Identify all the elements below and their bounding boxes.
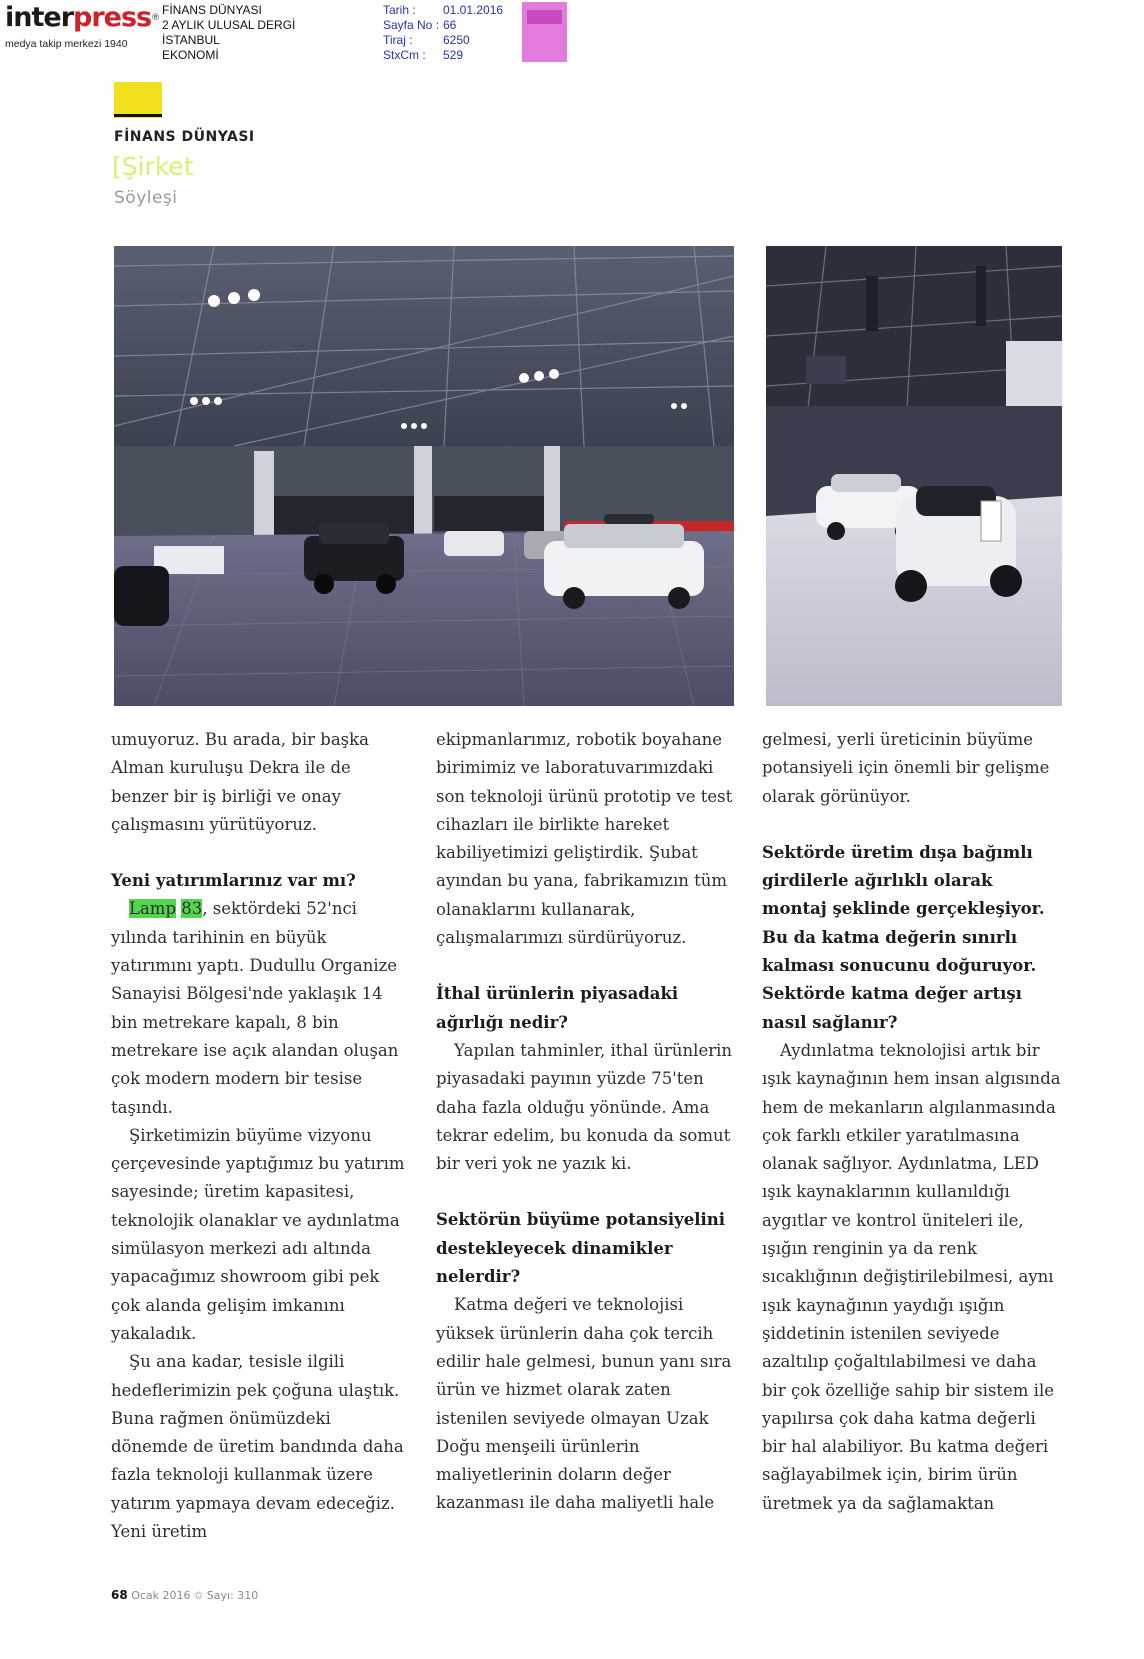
- logo-subtitle: medya takip merkezi 1940: [5, 38, 128, 50]
- highlighted-term: 83: [181, 899, 203, 919]
- article-column-1: [111, 726, 411, 1546]
- publication-frequency: 2 AYLIK ULUSAL DERGİ: [162, 18, 296, 32]
- paragraph: Şu ana kadar, tesisle ilgili hedeflerimizin pek çoğuna ulaştık. Buna rağmen önümüzdeki dönemde de üretim bandında daha fazla teknoloji kullanmak üzere yatırım yapmaya devam edeceğiz. Yeni üretim: [111, 1352, 404, 1542]
- paragraph: Şirketimizin büyüme vizyonu çerçevesinde yaptığımız bu yatırım sayesinde; üretim kapasitesi, teknolojik olanaklar ve aydınlatma simülasyon merkezi adı altında yapacağımız showroom gibi pek çok alanda gelişim imkanını yakaladık.: [111, 1125, 405, 1343]
- publication-info: [162, 3, 295, 63]
- section-name: FİNANS DÜNYASI: [114, 129, 255, 145]
- paragraph: Katma değeri ve teknolojisi yüksek ürünlerin daha çok tercih edilir hale gelmesi, bunun yanı sıra ürün ve hizmet olarak zaten istenilen seviyede olmayan Uzak Doğu menşeili ürünlerin maliyetlerinin doların değer kazanması ile daha maliyetli hale: [436, 1295, 732, 1513]
- question-heading: Sektörün büyüme potansiyelini destekleyecek dinamikler nelerdir?: [436, 1210, 726, 1287]
- question-heading: Sektörde üretim dışa bağımlı girdilerle ağırlıklı olarak montaj şeklinde gerçekleşiyor. Bu da katma değerin sınırlı kalması sonucunu doğuruyor. Sektörde katma değer artışı nasıl sağlanır?: [762, 842, 1045, 1032]
- logo-wordmark: interpress®: [5, 2, 160, 33]
- section-rule: [114, 114, 162, 117]
- showroom-photo-wide: [114, 246, 734, 706]
- publication-category: EKONOMİ: [162, 48, 219, 62]
- article-column-3: [762, 726, 1062, 1518]
- stamp-inner: [527, 10, 562, 24]
- meta-row-page: Sayfa No : 66: [383, 18, 457, 32]
- clipping-meta: [383, 3, 503, 63]
- paragraph: Aydınlatma teknolojisi artık bir ışık kaynağının hem insan algısında hem de mekanların algılanmasında çok farklı etkiler yaratılmasına olanak sağlıyor. Aydınlatma, LED ışık kaynaklarının kullanıldığı aygıtlar ve kontrol üniteleri ile, ışığın renginin ya da renk sıcaklığının değiştirilebilmesi, aynı ışık kaynağının yaydığı ışığın şiddetinin istenilen seviyede azaltılıp çoğaltılabilmesi ve daha bir çok özelliğe sahip bir sistem ile yapılırsa çok daha katma değerli bir hal alabiliyor. Bu katma değeri sağlayabilmek için, birim ürün üretmek ya da sağlamaktan: [762, 1040, 1061, 1513]
- question-heading: İthal ürünlerin piyasadaki ağırlığı nedir?: [436, 984, 679, 1032]
- paragraph: gelmesi, yerli üreticinin büyüme potansiyeli için önemli bir gelişme olarak görünüyor.: [762, 730, 1050, 806]
- paragraph: ekipmanlarımız, robotik boyahane birimimiz ve laboratuvarımızdaki son teknoloji ürünü prototip ve test cihazları ile birlikte hareket kabiliyetimizi geliştirdik. Şubat ayından bu yana, fabrikamızın tüm olanaklarını kullanarak, çalışmalarımızı sürdürüyoruz.: [436, 730, 733, 948]
- page-footer: [111, 1588, 258, 1602]
- interpress-logo: [5, 2, 160, 50]
- section-type: Söyleşi: [114, 188, 178, 208]
- paragraph: Yapılan tahminler, ithal ürünlerin piyasadaki payının yüzde 75'ten daha fazla olduğu yönünde. Ama tekrar edelim, bu konuda da somut bir veri yok ne yazık ki.: [436, 1040, 733, 1174]
- page-number: 68: [111, 1588, 128, 1602]
- issue-info: Ocak 2016 ✩ Sayı: 310: [131, 1589, 259, 1602]
- section-color-block: [114, 82, 162, 118]
- question-heading: Yeni yatırımlarınız var mı?: [111, 871, 356, 891]
- highlighted-term: Lamp: [129, 899, 177, 919]
- publication-city: İSTANBUL: [162, 33, 220, 47]
- meta-row-stxcm: StxCm : 529: [383, 48, 464, 62]
- publication-name: FİNANS DÜNYASI: [162, 3, 262, 17]
- paragraph: umuyoruz. Bu arada, bir başka Alman kuruluşu Dekra ile de benzer bir iş birliği ve onay çalışmasını yürütüyoruz.: [111, 730, 369, 834]
- article-column-2: [436, 726, 736, 1518]
- paragraph: Lamp 83, sektördeki 52'nci yılında tarihinin en büyük yatırımını yaptı. Dudullu Organize Sanayisi Bölgesi'nde yaklaşık 14 bin metrekare kapalı, 8 bin metrekare ise açık alandan oluşan çok modern modern bir tesise taşındı.: [111, 899, 399, 1117]
- meta-row-date: Tarih : 01.01.2016: [383, 3, 504, 17]
- showroom-photo-ev: [766, 246, 1062, 706]
- magazine-thumbnail-stamp: [522, 2, 567, 62]
- meta-row-circulation: Tiraj : 6250: [383, 33, 470, 47]
- section-category: [Şirket: [112, 152, 194, 181]
